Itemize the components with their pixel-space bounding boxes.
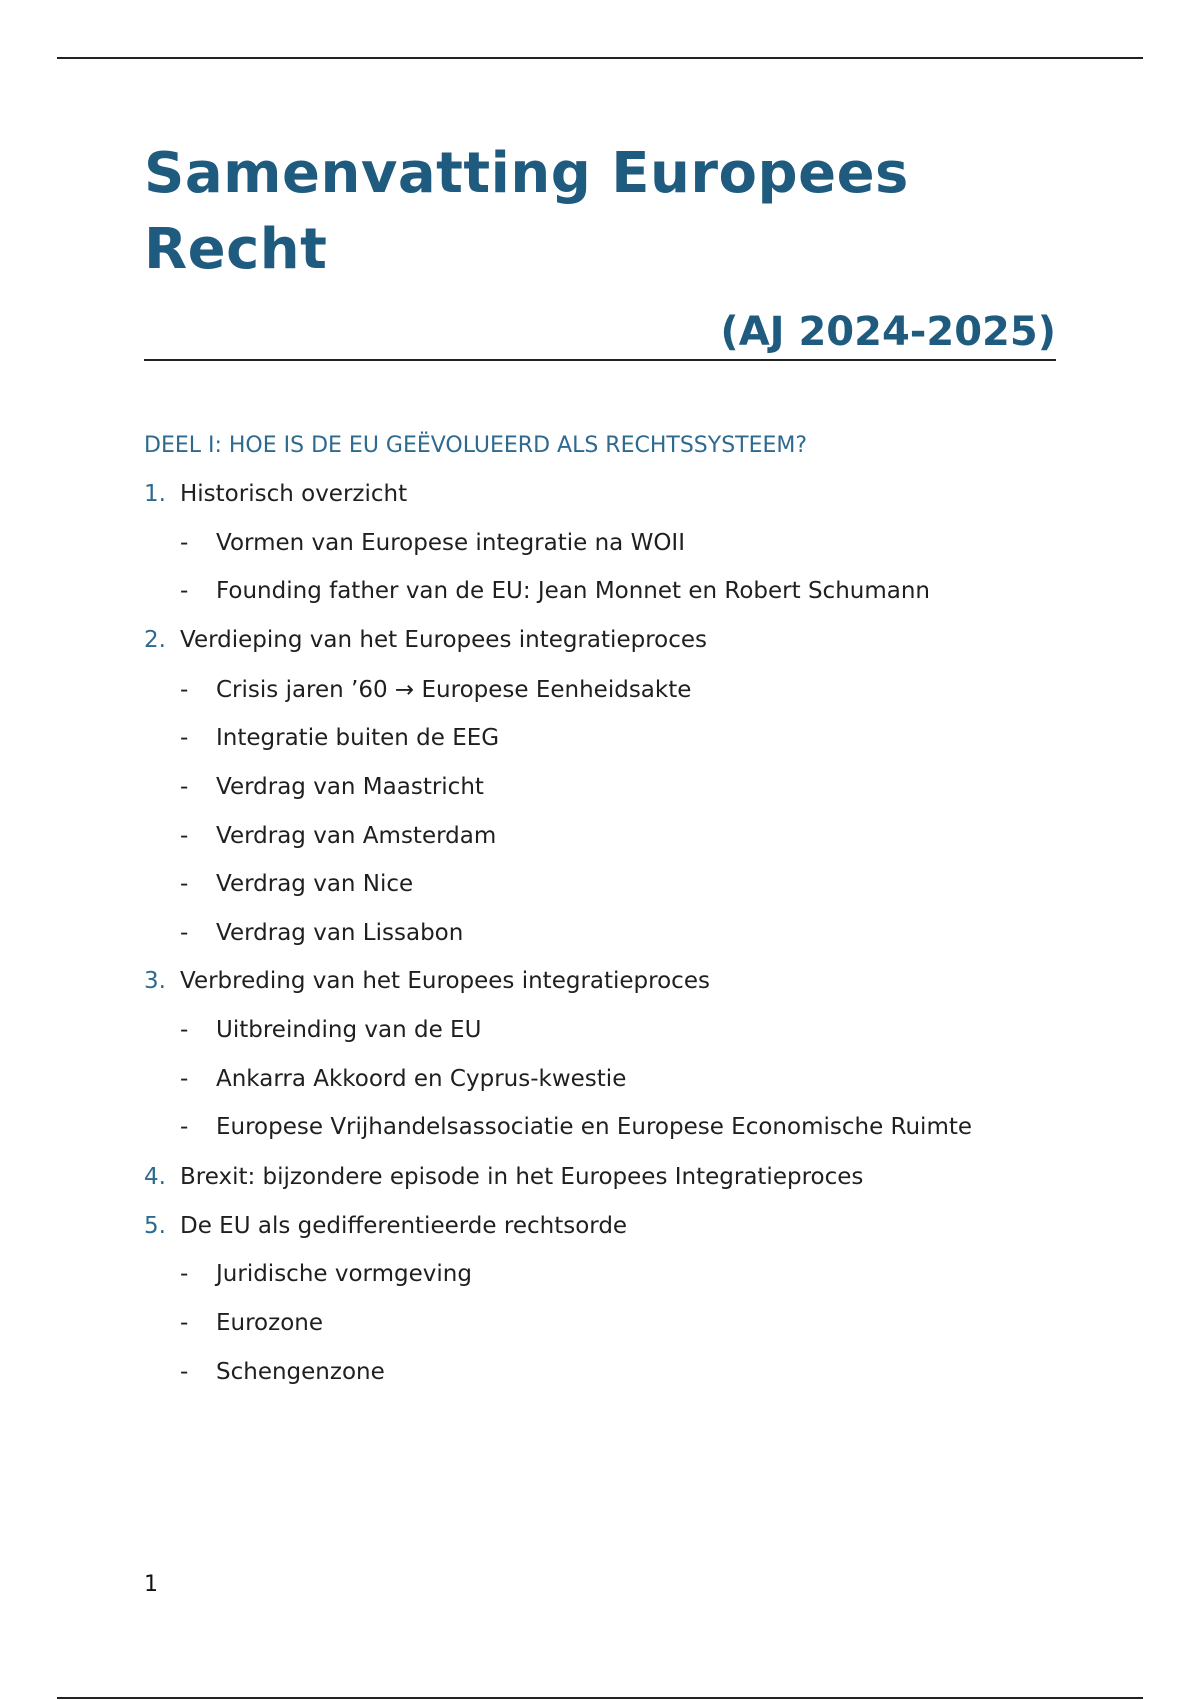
bullet-dash: -	[180, 676, 189, 703]
chapter-title: Verdieping van het Europees integratieproces	[180, 626, 707, 653]
bullet-dash: -	[180, 725, 189, 752]
toc-subitem	[144, 1063, 1144, 1112]
toc-chapter-1	[144, 478, 1144, 527]
toc-subitem	[144, 917, 1144, 966]
toc-subitem	[144, 674, 1144, 723]
subitem-text: Eurozone	[216, 1309, 324, 1336]
toc-subitem	[144, 1356, 1144, 1405]
toc-subitem	[144, 1111, 1144, 1161]
toc-subitem	[144, 1258, 1144, 1307]
page-bottom-border	[57, 1697, 1143, 1699]
toc-subitem	[144, 575, 1144, 624]
document-title: Samenvatting Europees Recht	[144, 141, 909, 282]
page-number: 1	[144, 1572, 158, 1597]
subitem-text: Schengenzone	[216, 1358, 385, 1385]
bullet-dash: -	[180, 822, 189, 849]
subitem-text: Verdrag van Amsterdam	[216, 822, 497, 849]
bullet-dash: -	[180, 1261, 189, 1288]
bullet-dash: -	[180, 871, 189, 898]
bullet-dash: -	[180, 578, 189, 605]
subitem-text: Uitbreinding van de EU	[216, 1016, 482, 1043]
page-top-border	[57, 57, 1143, 59]
subitem-text: Founding father van de EU: Jean Monnet en Robert Schumann	[216, 578, 931, 605]
bullet-dash: -	[180, 773, 189, 800]
toc-subitem	[144, 527, 1144, 576]
subitem-text: Integratie buiten de EEG	[216, 725, 500, 752]
chapter-number: 2.	[144, 626, 166, 653]
toc-subitem	[144, 820, 1144, 869]
subitem-text: Juridische vormgeving	[216, 1261, 472, 1288]
toc-chapter-5	[144, 1210, 1144, 1259]
subitem-text: Vormen van Europese integratie na WOII	[216, 529, 685, 556]
table-of-contents	[144, 478, 1144, 1404]
subitem-text: Verdrag van Nice	[216, 871, 414, 898]
chapter-title: Brexit: bijzondere episode in het Europees Integratieproces	[180, 1164, 864, 1191]
document-subtitle: (AJ 2024-2025)	[720, 309, 1056, 355]
title-underline	[144, 359, 1056, 361]
subitem-text: Verdrag van Maastricht	[216, 773, 484, 800]
toc-subitem	[144, 1014, 1144, 1063]
chapter-title: De EU als gedifferentieerde rechtsorde	[180, 1212, 628, 1239]
subitem-text: Crisis jaren ’60 → Europese Eenheidsakte	[216, 676, 692, 703]
chapter-number: 1.	[144, 481, 166, 507]
subitem-text: Ankarra Akkoord en Cyprus-kwestie	[216, 1065, 627, 1092]
toc-subitem	[144, 868, 1144, 917]
bullet-dash: -	[180, 1309, 189, 1336]
bullet-dash: -	[180, 1065, 189, 1092]
toc-subitem	[144, 771, 1144, 820]
chapter-number: 5.	[144, 1212, 166, 1239]
bullet-dash: -	[180, 1358, 189, 1385]
toc-subitem	[144, 722, 1144, 771]
toc-chapter-4	[144, 1161, 1144, 1210]
bullet-dash: -	[180, 529, 189, 556]
bullet-dash: -	[180, 1114, 189, 1141]
section-heading: DEEL I: HOE IS DE EU GEËVOLUEERD ALS RECHTSSYSTEEM?	[144, 433, 808, 458]
toc-chapter-3	[144, 965, 1144, 1014]
toc-subitem	[144, 1307, 1144, 1356]
chapter-title: Historisch overzicht	[180, 481, 408, 507]
bullet-dash: -	[180, 919, 189, 946]
chapter-title: Verbreding van het Europees integratieproces	[180, 968, 710, 995]
bullet-dash: -	[180, 1016, 189, 1043]
subitem-text: Europese Vrijhandelsassociatie en Europese Economische Ruimte	[216, 1114, 973, 1141]
chapter-number: 3.	[144, 968, 166, 995]
toc-chapter-2	[144, 624, 1144, 674]
subitem-text: Verdrag van Lissabon	[216, 919, 464, 946]
chapter-number: 4.	[144, 1164, 166, 1191]
